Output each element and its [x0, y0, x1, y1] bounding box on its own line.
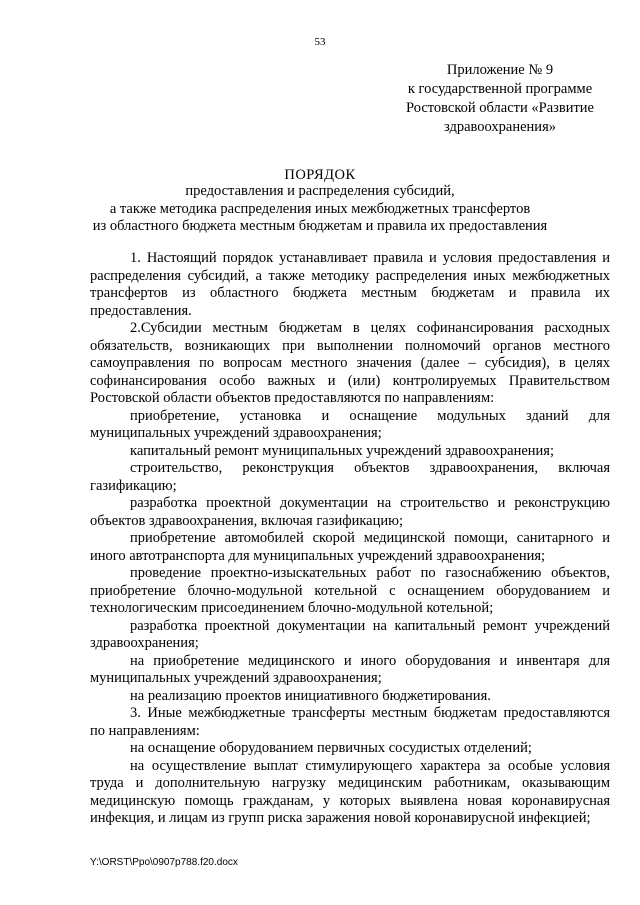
- paragraph: 3. Иные межбюджетные трансферты местным бюджетам предоставляются по направлениям:: [90, 705, 610, 739]
- page-number: 53: [314, 36, 326, 48]
- appendix-line: Ростовской области «Развитие: [406, 100, 594, 116]
- paragraph: приобретение автомобилей скорой медицинской помощи, санитарного и иного автотранспорта для муниципальных учреждений здравоохранения;: [90, 530, 610, 564]
- document-body: [90, 250, 610, 828]
- paragraph: разработка проектной документации на капитальный ремонт учреждений здравоохранения;: [90, 617, 610, 651]
- paragraph: на реализацию проектов инициативного бюджетирования.: [130, 687, 491, 704]
- paragraph: капитальный ремонт муниципальных учреждений здравоохранения;: [130, 442, 554, 459]
- paragraph: на приобретение медицинского и иного оборудования и инвентаря для муниципальных учреждений здравоохранения;: [90, 652, 610, 686]
- subtitle-line: а также методика распределения иных межбюджетных трансфертов: [109, 200, 531, 217]
- paragraph: проведение проектно-изыскательных работ по газоснабжению объектов, приобретение блочно-модульной котельной с оснащением оборудованием и технологическим присоединением блочно-модульной котельной;: [90, 565, 610, 616]
- subtitle-line: из областного бюджета местным бюджетам и правила их предоставления: [92, 218, 548, 234]
- paragraph: 2.Субсидии местным бюджетам в целях софинансирования расходных обязательств, возникающих при выполнении полномочий органов местного самоуправления по вопросам местного значения (далее – субсидия), в целях софинансирования особо важных и (или) контролируемых Правительством Ростовской области объектов предоставляются по направлениям:: [90, 320, 610, 406]
- paragraph: строительство, реконструкция объектов здравоохранения, включая газификацию;: [90, 460, 610, 494]
- file-path-footer: Y:\ORST\Ppo\0907p788.f20.docx: [90, 857, 238, 868]
- paragraph: на оснащение оборудованием первичных сосудистых отделений;: [130, 740, 532, 756]
- paragraph: приобретение, установка и оснащение модульных зданий для муниципальных учреждений здравоохранения;: [90, 407, 610, 441]
- appendix-line: к государственной программе: [407, 81, 593, 97]
- subtitle-line: предоставления и распределения субсидий,: [185, 183, 455, 199]
- paragraph: на осуществление выплат стимулирующего характера за особые условия труда и дополнительную нагрузку медицинским работникам, оказывающим медицинскую помощь гражданам, у которых выявлена новая коронавирусная инфекция, и лицам из групп риска заражения новой коронавирусной инфекцией;: [90, 757, 610, 826]
- appendix-line: Приложение № 9: [446, 62, 554, 78]
- appendix-header: [400, 61, 600, 137]
- paragraph: 1. Настоящий порядок устанавливает правила и условия предоставления и распределения субсидий, а также методику распределения иных межбюджетных трансфертов из областного бюджета местным бюджетам и правила их предоставления.: [90, 250, 610, 319]
- paragraph: разработка проектной документации на строительство и реконструкцию объектов здравоохранения, включая газификацию;: [90, 495, 610, 529]
- appendix-line: здравоохранения»: [444, 119, 556, 135]
- document-subtitle: [90, 183, 550, 236]
- document-title: ПОРЯДОК: [284, 167, 356, 183]
